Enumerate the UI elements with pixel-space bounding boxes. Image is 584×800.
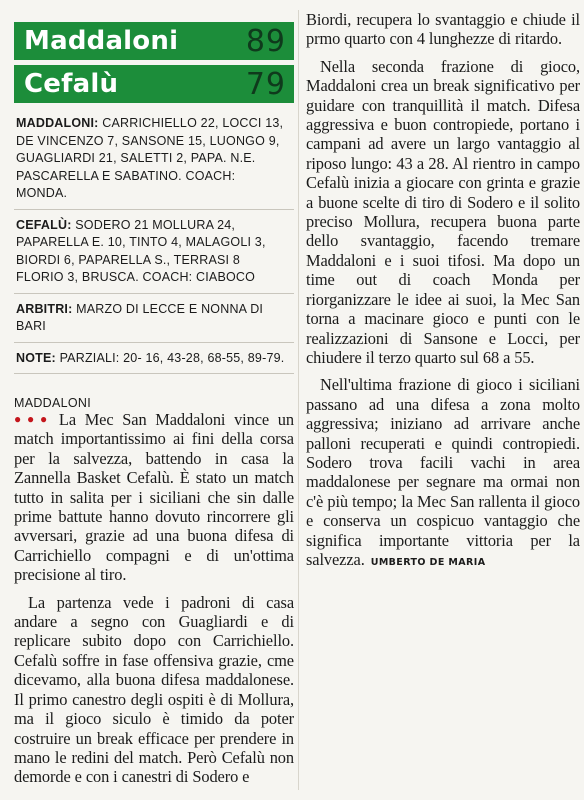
referees-text: MARZO DI LECCE E NONNA DI BARI	[16, 301, 264, 333]
referees-box	[14, 294, 294, 343]
article-body-right	[306, 10, 580, 572]
away-team-score: 79	[245, 66, 286, 102]
away-team-name: Cefalù	[24, 69, 119, 99]
right-column	[306, 10, 580, 580]
boxscore-maddaloni	[14, 108, 294, 210]
home-team-score: 89	[245, 23, 286, 59]
score-bar-away	[14, 65, 294, 103]
boxscore-maddaloni-text: CARRICHIELLO 22, LOCCI 13, DE VINCENZO 7, SANSONE 15, LUONGO 9, GUAGLIARDI 21, SALETTI 2, PAPA. N.E. PASCARELLA E SABATINO. COACH: MONDA.	[16, 116, 284, 200]
boxscore-cefalu-text: SODERO 21 MOLLURA 24, PAPARELLA E. 10, TINTO 4, MALAGOLI 3, BIORDI 6, PAPARELLA S., TERRASI 8 FLORIO 3, BRUSCA. COACH: CIABOCO	[16, 217, 266, 284]
article-paragraph-3: Nella seconda frazione di gioco, Maddaloni crea un break significativo per guidare con tranquillità il match. Difesa aggressiva e buon contropiede, portano i campani ad avere un largo vantaggio al riposo lungo: 43 a 28. Al rientro in campo Cefalù inizia a giocare con grinta e grazie a buone scelte di tiro di Sodero e il solito preciso Mollura, recupera buona parte dello svantaggio, facendo tremare Maddaloni e i suoi tifosi. Ma dopo un time out di coach Monda per riorganizzare le idee ai suoi, la Mec San torna a macinare gioco e punti con le realizzazioni di Sansone e Locci, per chiudere il terzo quarto sul 68 a 55.	[306, 56, 580, 367]
notes-box	[14, 343, 294, 375]
article-body-left	[14, 410, 294, 787]
paragraph-1-text: La Mec San Maddaloni vince un match importantissimo ai fini della corsa per la salvezza, battendo in casa la Zannella Basket Cefalù. È stato un match tutto in salita per i siciliani che sin dalle prime battute hanno dovuto rincorrere gli avversari, grazie ad una buona difesa di Carrichiello compagni e di un'ottima precisione al tiro.	[14, 410, 294, 585]
byline: UMBERTO DE MARIA	[370, 556, 486, 568]
boxscore-maddaloni-label: MADDALONI:	[16, 116, 99, 130]
column-divider	[298, 10, 299, 790]
home-team-name: Maddaloni	[24, 26, 179, 56]
article-paragraph-4	[306, 375, 580, 572]
score-bar-home	[14, 22, 294, 60]
left-column	[14, 22, 294, 795]
article-paragraph-2-continued: Biordi, recupera lo svantaggio e chiude il prmo quarto con 4 lunghezze di ritardo.	[306, 10, 580, 49]
red-dots-icon: ●●●	[14, 412, 53, 426]
boxscore-cefalu-label: CEFALÙ:	[16, 217, 72, 232]
notes-label: NOTE:	[16, 350, 56, 365]
paragraph-4-text: Nell'ultima frazione di gioco i siciliani passano ad una difesa a zona molto aggressiva; iniziano ad arrivare anche palloni recuperati e quindi contropiedi. Sodero trova facili vachi in area maddalonese per segnare ma ormai non c'è più tempo; la Mec San rallenta il gioco e conserva un cospicuo vantaggio che significa importante vittoria per la salvezza.	[306, 375, 580, 569]
referees-label: ARBITRI:	[16, 301, 73, 316]
boxscore-cefalu	[14, 210, 294, 294]
article-paragraph-1	[14, 410, 294, 585]
dateline: MADDALONI	[14, 396, 92, 410]
article-paragraph-2: La partenza vede i padroni di casa andare a segno con Guagliardi e di replicare subito dopo con Carrichiello. Cefalù soffre in fase offensiva grazie, cme dicevamo, alla buona difesa maddalonese. Il primo canestro degli ospiti è di Mollura, ma il gioco siculo è timido da poter costruire un break efficace per prendere in mano le redini del match. Però Cefalù non demorde e con i canestri di Sodero e	[14, 592, 294, 787]
notes-text: PARZIALI: 20- 16, 43-28, 68-55, 89-79.	[55, 350, 285, 365]
